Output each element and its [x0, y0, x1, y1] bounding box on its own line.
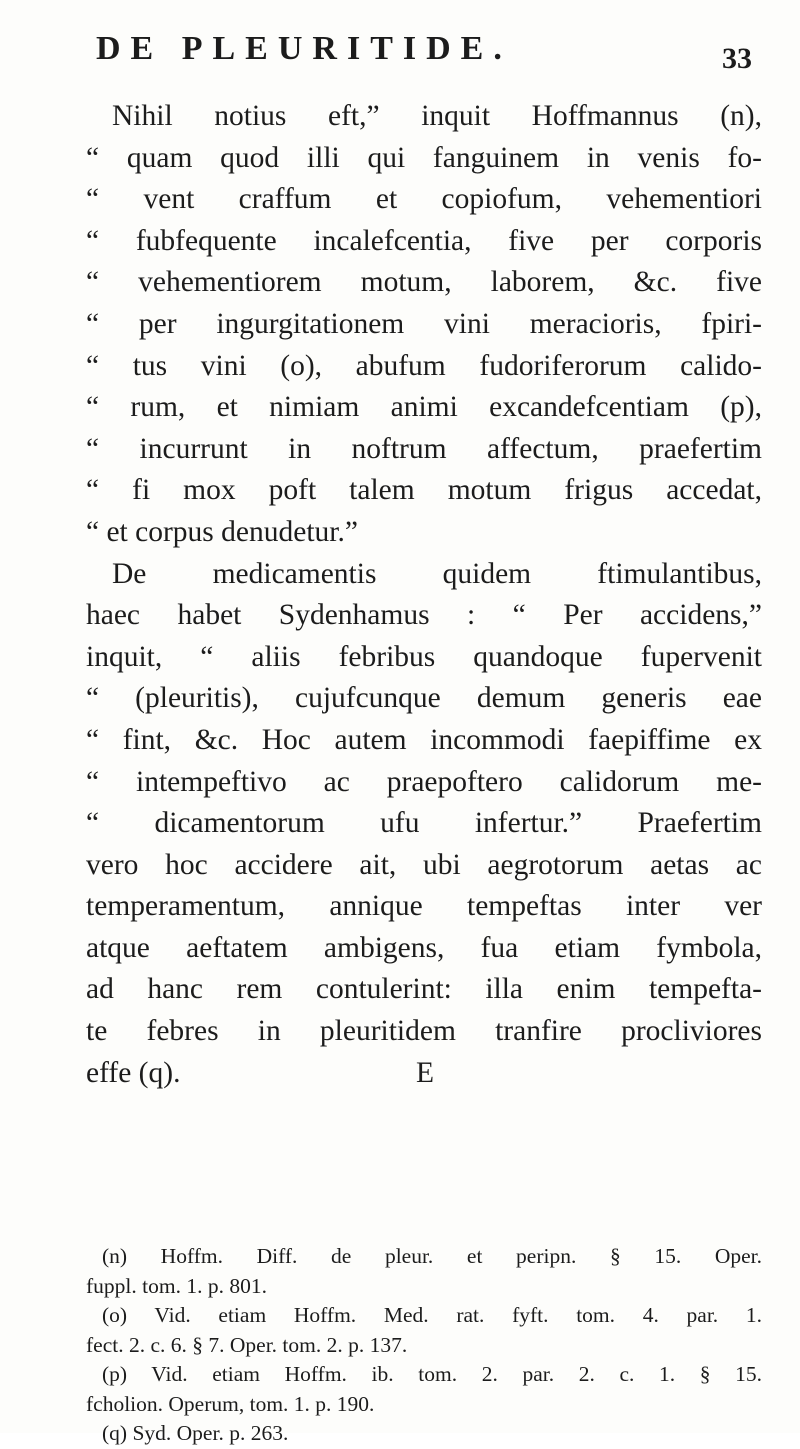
text-line: “ dicamentorum ufu infertur.” Praefertim: [86, 807, 762, 840]
text-line: “ fint, &c. Hoc autem incommodi faepiffime ex: [86, 723, 762, 756]
text-line: [86, 1053, 762, 1095]
text-line: “ fubfequente incalefcentia, five per corporis: [86, 224, 762, 257]
text-line: inquit, “ aliis febribus quandoque fupervenit: [86, 640, 762, 673]
text-line: “ vent craffum et copiofum, vehementiori: [86, 183, 762, 216]
text-line-end: effe (q).: [86, 1056, 181, 1089]
text-line: atque aeftatem ambigens, fua etiam fymbola,: [86, 931, 762, 964]
footnote-line: fcholion. Operum, tom. 1. p. 190.: [86, 1391, 375, 1416]
footnote-line: (o) Vid. etiam Hoffm. Med. rat. fyft. tom. 4. par. 1.: [102, 1303, 762, 1327]
text-line: “ incurrunt in noftrum affectum, praefertim: [86, 432, 762, 465]
footnote-line: fuppl. tom. 1. p. 801.: [86, 1273, 267, 1298]
catchword: E: [416, 1056, 435, 1089]
text-line: ad hanc rem contulerint: illa enim tempefta-: [86, 973, 762, 1006]
text-line: haec habet Sydenhamus : “ Per accidens,”: [86, 599, 762, 632]
text-line: De medicamentis quidem ftimulantibus,: [112, 557, 762, 590]
text-line: Nihil notius eft,” inquit Hoffmannus (n),: [112, 100, 762, 132]
text-line: vero hoc accidere ait, ubi aegrotorum aetas ac: [86, 848, 762, 881]
text-line: “ (pleuritis), cujufcunque demum generis eae: [86, 682, 762, 715]
text-line: “ quam quod illi qui fanguinem in venis fo-: [86, 141, 762, 174]
footnote-line: fect. 2. c. 6. § 7. Oper. tom. 2. p. 137.: [86, 1332, 408, 1357]
text-line: te febres in pleuritidem tranfire procliviores: [86, 1015, 762, 1048]
text-line: “ per ingurgitationem vini meracioris, fpiri-: [86, 307, 762, 340]
text-line: “ intempeftivo ac praepoftero calidorum me-: [86, 765, 762, 798]
footnote-line: (p) Vid. etiam Hoffm. ib. tom. 2. par. 2. c. 1. § 15.: [102, 1362, 762, 1386]
page-header: [96, 30, 752, 75]
footnotes: [86, 1242, 762, 1449]
text-line: “ vehementiorem motum, laborem, &c. five: [86, 266, 762, 299]
main-text: [86, 96, 762, 1094]
text-line: “ rum, et nimiam animi excandefcentiam (p),: [86, 391, 762, 424]
text-line: “ tus vini (o), abufum fudoriferorum calido-: [86, 349, 762, 382]
running-head: DE PLEURITIDE.: [96, 30, 512, 67]
text-line: temperamentum, annique tempeftas inter ver: [86, 890, 762, 923]
footnote-line: (n) Hoffm. Diff. de pleur. et peripn. § 15. Oper.: [102, 1244, 762, 1268]
footnote-line: (q) Syd. Oper. p. 263.: [102, 1421, 289, 1445]
text-line: “ et corpus denudetur.”: [86, 515, 358, 548]
text-line: “ fi mox poft talem motum frigus accedat,: [86, 474, 762, 507]
page-number: 33: [722, 42, 752, 75]
